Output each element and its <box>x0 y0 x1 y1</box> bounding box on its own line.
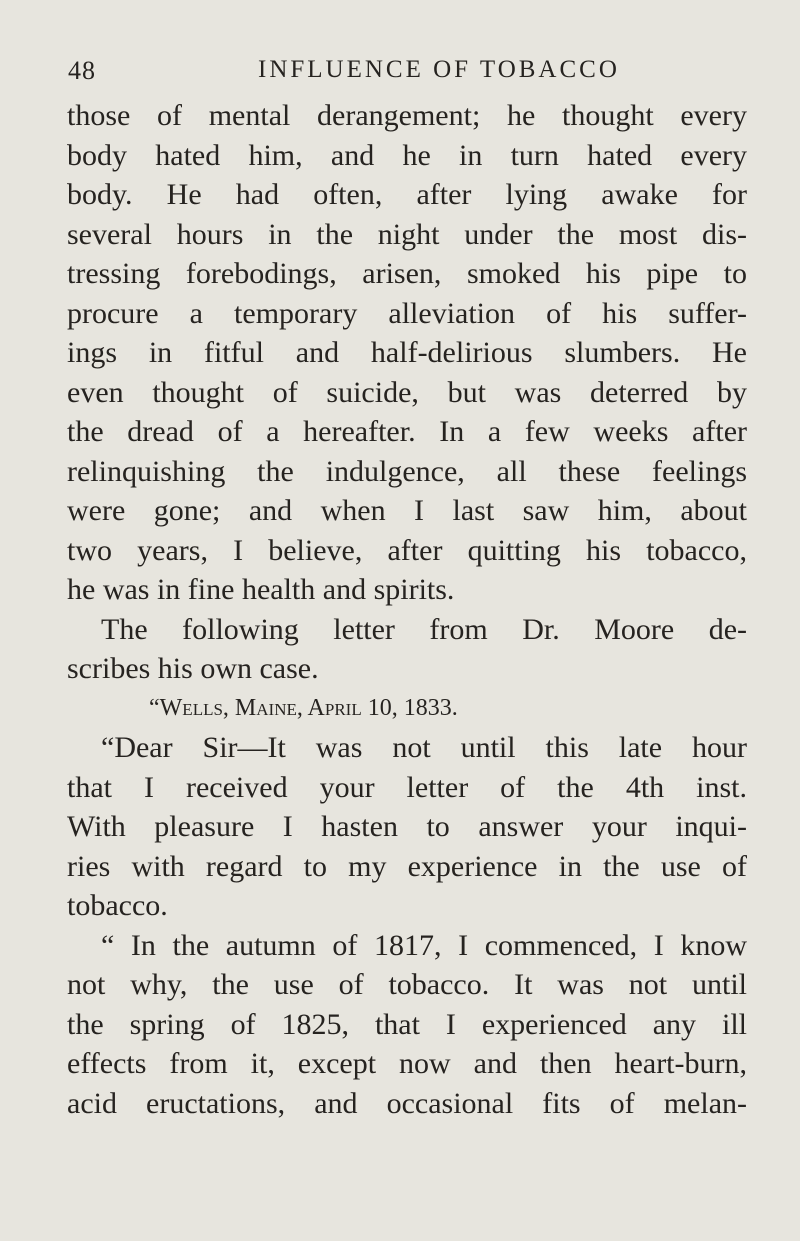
text-line: body. He had often, after lying awake for <box>67 178 747 211</box>
text-line: not why, the use of tobacco. It was not until <box>67 968 747 1001</box>
text-line: tressing forebodings, arisen, smoked his pipe to <box>67 257 747 290</box>
text-line: procure a temporary alleviation of his suffer- <box>67 296 747 330</box>
text-line: those of mental derangement; he thought every <box>67 99 747 132</box>
text-line: he was in fine health and spirits. <box>67 573 455 606</box>
text-line: that I received your letter of the 4th inst. <box>67 770 747 804</box>
text-line: two years, I believe, after quitting his tobacco, <box>67 533 747 567</box>
running-head: INFLUENCE OF TOBACCO <box>258 56 620 83</box>
text-line: acid eructations, and occasional fits of melan- <box>67 1086 747 1120</box>
text-line: ings in fitful and half-delirious slumbers. He <box>67 336 747 369</box>
text-line: effects from it, except now and then heart-burn, <box>67 1047 747 1080</box>
page-number: 48 <box>68 56 96 85</box>
page-header <box>0 56 800 86</box>
text-line: even thought of suicide, but was deterred by <box>67 375 747 409</box>
text-line: With pleasure I hasten to answer your inqui- <box>67 810 747 843</box>
text-line: the spring of 1825, that I experienced any ill <box>67 1007 747 1041</box>
paragraph-start-line: The following letter from Dr. Moore de- <box>101 612 747 646</box>
body-text <box>67 96 747 1123</box>
text-line: the dread of a hereafter. In a few weeks after <box>67 415 747 448</box>
text-line: ries with regard to my experience in the use of <box>67 849 747 883</box>
text-line: scribes his own case. <box>67 652 319 685</box>
text-line: relinquishing the indulgence, all these feelings <box>67 454 747 488</box>
letter-salutation-line: “Dear Sir—It was not until this late hour <box>101 731 747 764</box>
paragraph-start-line: “ In the autumn of 1817, I commenced, I know <box>101 928 747 962</box>
text-line: tobacco. <box>67 889 168 922</box>
text-line: were gone; and when I last saw him, about <box>67 494 747 527</box>
text-line: body hated him, and he in turn hated every <box>67 138 747 172</box>
letter-dateline: “Wells, Maine, April 10, 1833. <box>149 694 458 721</box>
text-line: several hours in the night under the most dis- <box>67 217 747 251</box>
